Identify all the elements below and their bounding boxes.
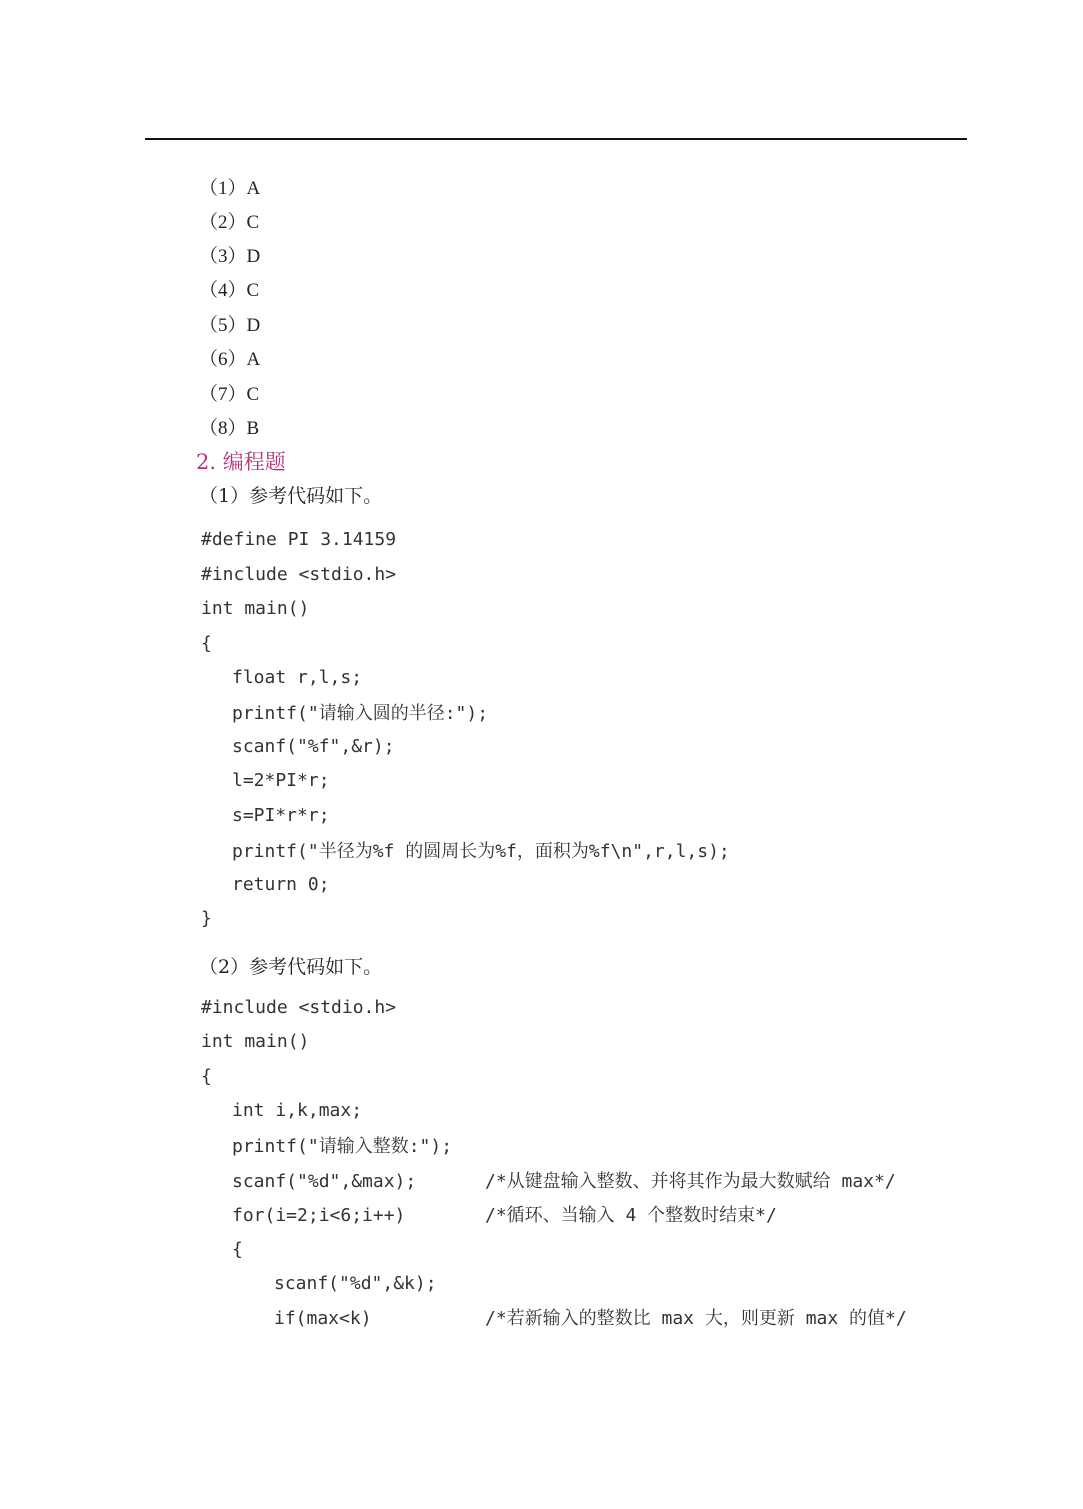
- code1-line: float r,l,s;: [232, 667, 363, 688]
- code1-line: return 0;: [232, 874, 330, 895]
- code1-line: scanf("%f",&r);: [232, 736, 395, 757]
- code-comment: /*从键盘输入整数、并将其作为最大数赋给 max*/: [485, 1171, 896, 1192]
- code2-line: #include <stdio.h>: [201, 997, 397, 1018]
- code2-line: scanf("%d",&max);: [232, 1171, 417, 1192]
- section-heading: 2. 编程题: [196, 450, 286, 474]
- code2-line: {: [232, 1239, 243, 1260]
- code1-line: }: [201, 908, 212, 929]
- part2-intro: （2）参考代码如下。: [199, 956, 383, 978]
- answer-4: （4）C: [199, 280, 260, 301]
- code2-line: for(i=2;i<6;i++): [232, 1205, 406, 1226]
- code2-line: int i,k,max;: [232, 1100, 363, 1121]
- code-comment: /*循环、当输入 4 个整数时结束*/: [485, 1205, 777, 1226]
- answer-7: （7）C: [199, 384, 260, 405]
- answer-2: （2）C: [199, 212, 260, 233]
- code2-line: scanf("%d",&k);: [274, 1273, 437, 1294]
- code1-line: #define PI 3.14159: [201, 529, 397, 550]
- code2-line: printf("请输入整数:");: [232, 1136, 453, 1157]
- code2-line: if(max<k): [274, 1308, 372, 1329]
- code1-line: {: [201, 633, 212, 654]
- code1-line: l=2*PI*r;: [232, 770, 330, 791]
- code-comment: /*若新输入的整数比 max 大，则更新 max 的值*/: [485, 1308, 907, 1329]
- answer-3: （3）D: [199, 246, 261, 267]
- answer-6: （6）A: [199, 349, 261, 370]
- answer-5: （5）D: [199, 315, 261, 336]
- answer-1: （1）A: [199, 178, 261, 199]
- code1-line: s=PI*r*r;: [232, 805, 330, 826]
- answer-8: （8）B: [199, 418, 260, 439]
- code1-line: #include <stdio.h>: [201, 564, 397, 585]
- code2-line: {: [201, 1066, 212, 1087]
- code2-line: int main(): [201, 1031, 310, 1052]
- code1-line: int main(): [201, 598, 310, 619]
- header-rule: [145, 138, 967, 140]
- code1-line: printf("请输入圆的半径:");: [232, 703, 489, 724]
- part1-intro: （1）参考代码如下。: [199, 485, 383, 507]
- code1-line: printf("半径为%f 的圆周长为%f，面积为%f\n",r,l,s);: [232, 841, 730, 862]
